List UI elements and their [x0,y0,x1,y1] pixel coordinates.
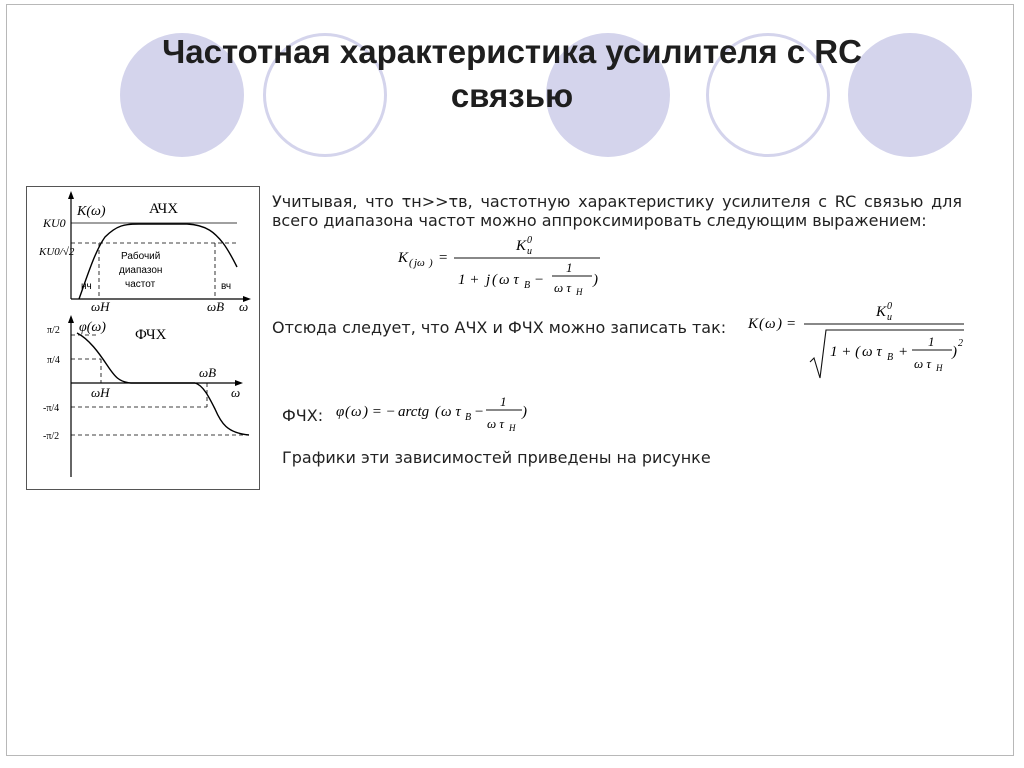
amplitude-graph [38,191,251,314]
svg-text:1: 1 [500,394,507,409]
svg-text:K: K [876,304,887,320]
amp-region-3: частот [125,279,156,290]
svg-text:): ) [952,344,957,360]
svg-text:(: ( [492,272,497,288]
svg-text:1 +: 1 + [458,272,480,288]
intro-paragraph: Учитывая, что τн>>τв, частотную характеристику усилителя с RC связью для всего диапазона частот можно аппроксимировать следующим выражением: [272,192,962,230]
phase-formula [334,392,534,442]
svg-text:jω: jω [414,257,425,269]
svg-text:1 + (: 1 + ( [830,344,861,360]
transfer-function-formula [396,234,606,298]
svg-text:K: K [516,238,527,254]
phase-label: ФЧХ: [282,406,324,425]
amp-title: АЧХ [149,201,179,217]
amp-high-label: вч [221,281,232,292]
svg-text:1: 1 [928,334,935,349]
derived-text: Отсюда следует, что АЧХ и ФЧХ можно записать так: [272,318,727,337]
svg-text:ω: ω [351,404,362,420]
amp-x-tick-high: ωB [207,299,225,314]
svg-text:ω τ: ω τ [487,416,505,431]
svg-text:) = −: ) = − [363,404,396,420]
svg-text:ω τ: ω τ [554,280,572,295]
svg-text:j: j [486,272,491,288]
svg-text:ω: ω [765,316,776,332]
svg-text:2: 2 [958,338,963,349]
svg-text:=: = [786,316,797,332]
svg-text:(: ( [409,257,413,269]
svg-text:+: + [898,344,909,360]
svg-text:(: ( [435,404,440,420]
amp-x-tick-low: ωH [91,299,110,314]
svg-text:ω τ: ω τ [441,404,461,420]
phase-y-label: φ(ω) [79,320,106,335]
svg-text:1: 1 [566,260,573,275]
amp-tick-top: KU0 [43,216,66,230]
svg-text:B: B [887,352,894,363]
svg-text:K: K [398,250,409,266]
amp-y-label: K(ω) [77,204,106,219]
svg-text:): ) [522,404,527,420]
svg-text:ω τ: ω τ [499,272,519,288]
svg-text:−: − [534,272,545,288]
phase-x-axis: ω [231,385,241,400]
svg-text:(: ( [345,404,350,420]
svg-text:arctg: arctg [398,404,430,420]
svg-text:): ) [429,257,433,269]
amp-region-2: диапазон [119,265,163,276]
svg-text:): ) [593,272,598,288]
svg-text:H: H [509,423,516,433]
phase-tick-neg-pi4: -π/4 [43,403,60,414]
closing-text: Графики эти зависимостей приведены на рисунке [282,448,711,467]
svg-text:H: H [576,287,583,297]
amp-x-axis: ω [239,299,249,314]
svg-text:B: B [524,280,531,291]
title-line-1: Частотная характеристика усилителя с RC [162,33,862,70]
svg-text:u: u [887,312,892,323]
svg-text:B: B [465,412,472,423]
amp-low-label: нч [81,281,92,292]
phase-title: ФЧХ [135,327,167,343]
svg-text:−: − [474,404,485,420]
svg-text:0: 0 [887,301,892,312]
phase-graph [43,315,249,477]
amp-region-1: Рабочий [121,251,161,262]
phase-tick-pi2: π/2 [47,325,60,336]
amplitude-formula [746,300,968,384]
amp-tick-mid: KU0/√2 [39,246,75,258]
phase-tick-neg-pi2: -π/2 [43,431,60,442]
svg-text:φ: φ [336,404,345,420]
svg-text:0: 0 [527,235,532,246]
frequency-response-figure [26,186,260,490]
svg-text:u: u [527,246,532,257]
title-line-2: связью [450,77,574,114]
svg-text:(: ( [759,316,764,332]
svg-text:H: H [936,363,943,373]
slide-title [60,30,964,118]
phase-x-tick-low: ωH [91,385,110,400]
svg-text:ω τ: ω τ [862,344,882,360]
svg-text:ω τ: ω τ [914,356,932,371]
svg-text:=: = [438,250,449,266]
svg-text:K: K [748,316,759,332]
phase-tick-pi4: π/4 [47,355,60,366]
svg-text:): ) [777,316,782,332]
phase-x-tick-high: ωB [199,365,217,380]
